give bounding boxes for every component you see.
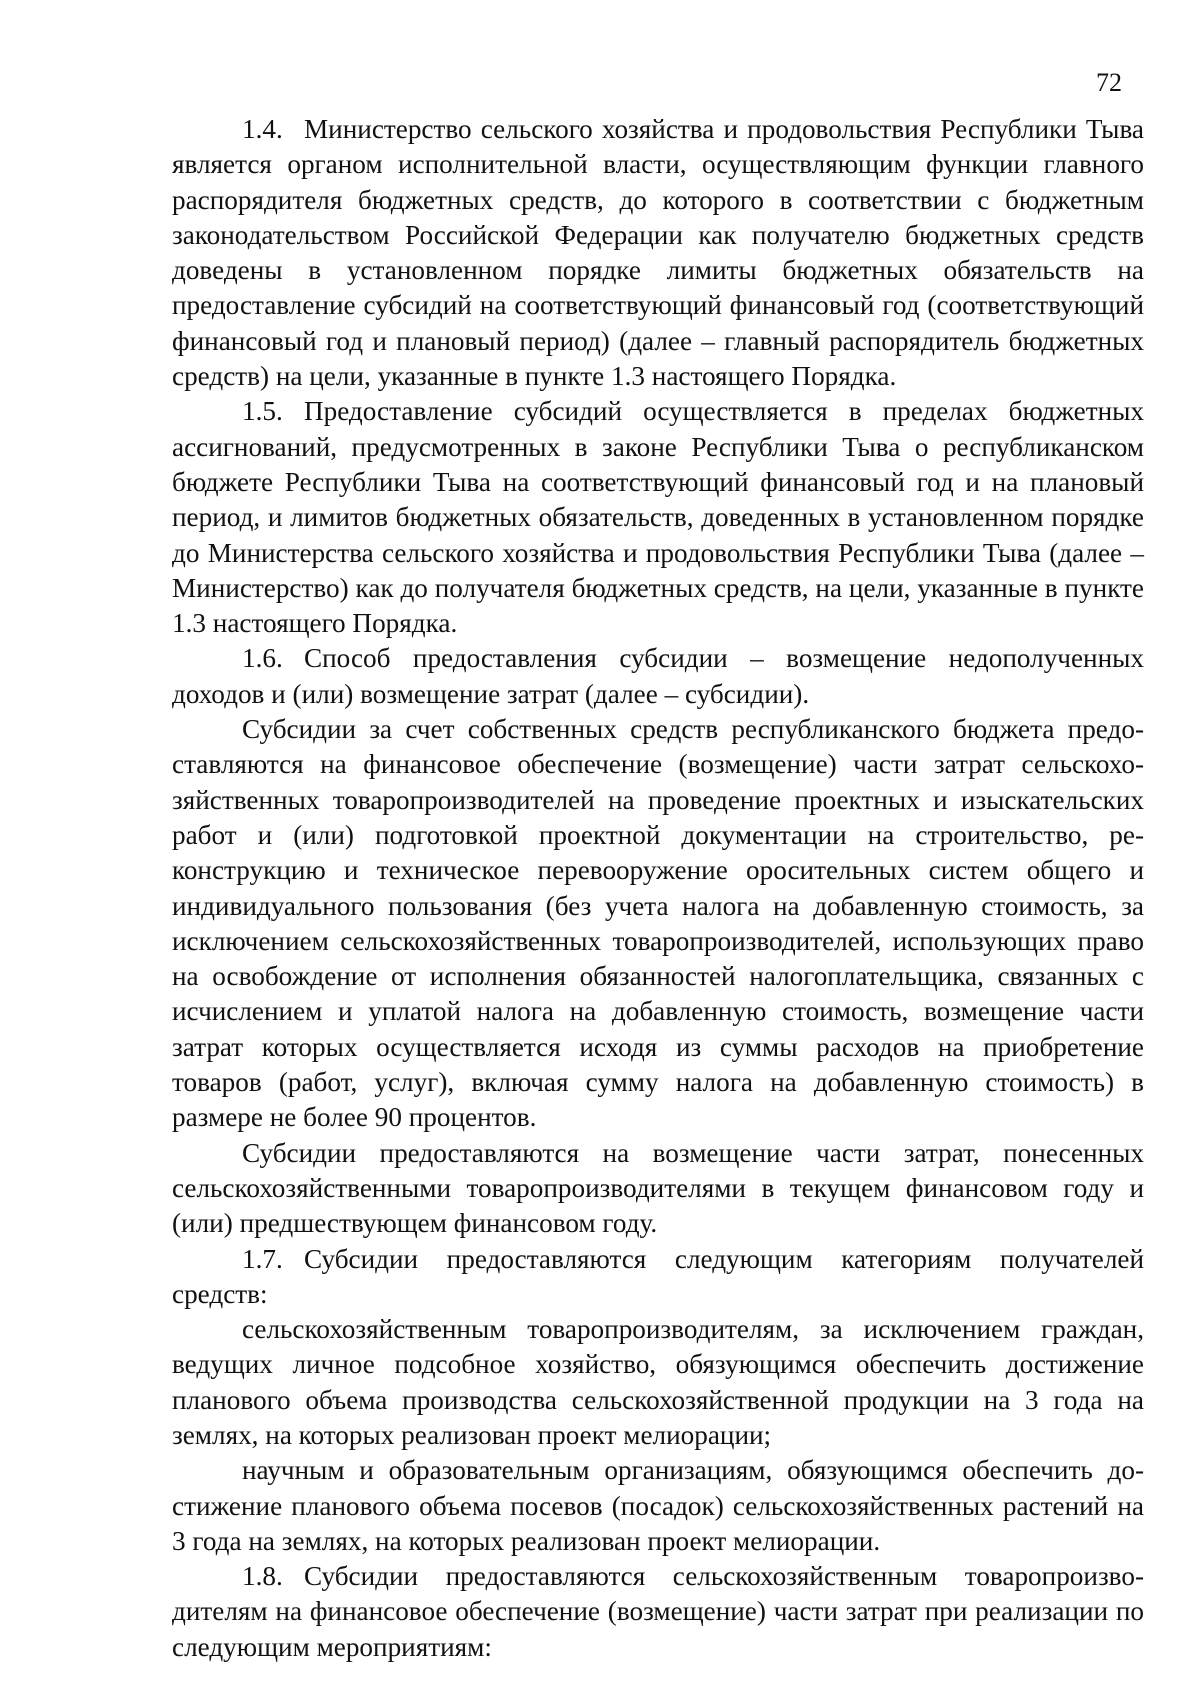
paragraph-number: 1.5. — [242, 396, 283, 427]
paragraph-text: Министерство сельского хозяйства и продовольствия Республики Тыва является органом исполнительной власти, осуществляющим функции главного распорядителя бюджетных средств, до которого в соответствии с бюджетным законодательством Российской Федерации как получателю бюджетных средств доведены в установленном порядке лимиты бюджетных обязательств на предоставление субсидий на соответствующий финансовый год (соответствующий финансовый год и плановый период) (далее – главный распорядитель бюджетных средств) на цели, указанные в пункте 1.3 настоящего Порядка. — [172, 114, 1144, 392]
page-number: 72 — [1096, 68, 1122, 97]
paragraph-number: 1.4. — [242, 114, 283, 144]
paragraph-text: научным и образовательным организациям, обязующимся обеспечить достижение планового объема посевов (посадок) сельскохозяйственных растений на 3 года на землях, на которых реализован проект мелиорации. — [172, 1455, 1144, 1556]
paragraph-recipients-institutions — [172, 1453, 1144, 1559]
paragraph-number: 1.6. — [242, 643, 283, 674]
paragraph-text: Способ предоставления субсидии – возмещение недополученных доходов и (или) возмещение затрат (далее – субсидии). — [172, 643, 1144, 709]
paragraph-subsidy-costs — [172, 1136, 1144, 1242]
paragraph-recipients-producers — [172, 1312, 1144, 1453]
paragraph-text: Субсидии предоставляются на возмещение части затрат, понесенных сельскохозяйственными товаропроизводителями в текущем финансовом году и (или) предшествующем финансовом году. — [172, 1137, 1144, 1239]
paragraph-text: сельскохозяйственным товаропроизводителям, за исключением граждан, ведущих личное подсобное хозяйство, обязующимся обеспечить достижение планового объема производства сельскохозяйственной продукции на 3 года на землях, на которых реализован проект мелиорации; — [172, 1314, 1144, 1450]
paragraph-subsidy-funding — [172, 712, 1144, 1136]
paragraph-1-6 — [172, 641, 1144, 712]
paragraph-1-5 — [172, 394, 1144, 641]
paragraph-number: 1.7. — [242, 1243, 283, 1274]
paragraph-1-4 — [172, 112, 1144, 394]
paragraph-1-7 — [172, 1242, 1144, 1313]
paragraph-1-8 — [172, 1559, 1144, 1665]
paragraph-number: 1.8. — [242, 1561, 283, 1592]
paragraph-text: Субсидии за счет собственных средств республиканского бюджета предоставляются на финансовое обеспечение (возмещение) части затрат сельскохозяйственных товаропроизводителей на проведение проектных и изыскательских работ и (или) подготовкой проектной документации на строительство, реконструкцию и техническое перевооружение оросительных систем общего и индивидуального пользования (без учета налога на добавленную стоимость, за исключением сельскохозяйственных товаропроизводителей, использующих право на освобождение от исполнения обязанностей налогоплательщика, связанных с исчислением и уплатой налога на добавленную стоимость, возмещение части затрат которых осуществляется исходя из суммы расходов на приобретение товаров (работ, услуг), включая сумму налога на добавленную стоимость) в размере не более 90 процентов. — [172, 714, 1144, 1133]
paragraph-text: Субсидии предоставляются следующим категориям получателей средств: — [172, 1243, 1144, 1309]
document-body — [172, 112, 1144, 1665]
paragraph-text: Предоставление субсидий осуществляется в пределах бюджетных ассигнований, предусмотренных в законе Республики Тыва о республиканском бюджете Республики Тыва на соответствующий финансовый год и на плановый период, и лимитов бюджетных обязательств, доведенных в установленном порядке до Министерства сельского хозяйства и продовольствия Республики Тыва (далее – Министерство) как до получателя бюджетных средств, на цели, указанные в пункте 1.3 настоящего Порядка. — [172, 396, 1144, 639]
paragraph-text: Субсидии предоставляются сельскохозяйственным товаропроизводителям на финансовое обеспечение (возмещение) части затрат при реализации по следующим мероприятиям: — [172, 1561, 1144, 1662]
